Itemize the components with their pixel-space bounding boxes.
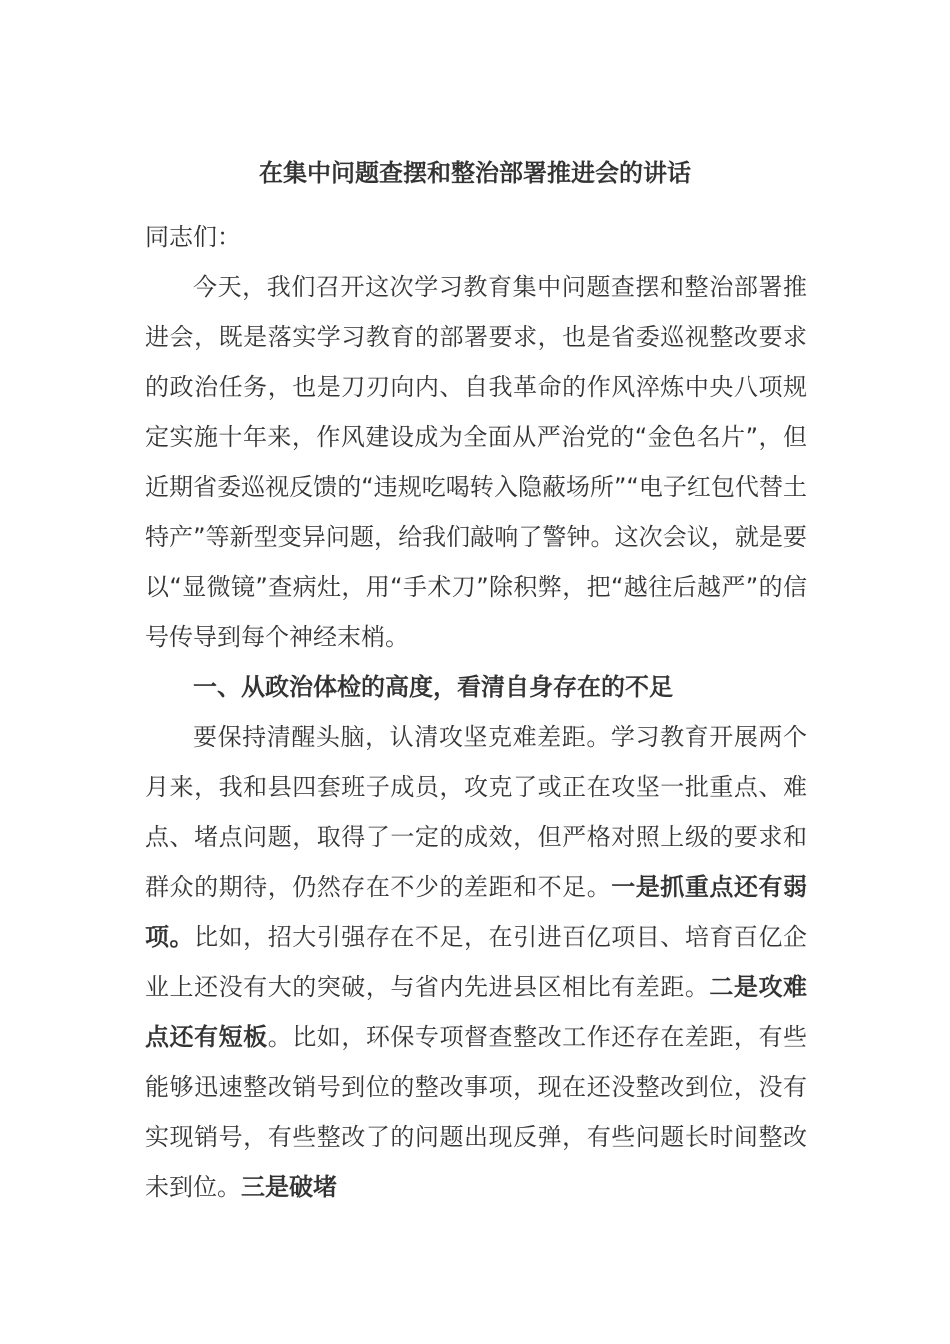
document-title: 在集中问题查摆和整治部署推进会的讲话: [259, 159, 691, 187]
bold-point-3: 三是破堵: [241, 1173, 337, 1201]
intro-paragraph: 今天，我们召开这次学习教育集中问题查摆和整治部署推进会，既是落实学习教育的部署要求，也是省委巡视整改要求的政治任务，也是刀刃向内、自我革命的作风淬炼中央八项规定实施十年来，作风建设成为全面从严治党的“金色名片”，但近期省委巡视反馈的“违规吃喝转入隐蔽场所”“电子红包代替土特产”等新型变异问题，给我们敲响了警钟。这次会议，就是要以“显微镜”查病灶，用“手术刀”除积弊，把“越往后越严”的信号传导到每个神经末梢。: [145, 273, 807, 651]
salutation: 同志们：: [145, 223, 241, 251]
section-heading-1: 一、从政治体检的高度，看清自身存在的不足: [193, 673, 673, 701]
document-body: [145, 212, 807, 1212]
paragraph-text: 要保持清醒头脑，认清攻坚克难差距。学习教育开展两个月来，我和县四套班子成员，攻克了或正在攻坚一批重点、难点、堵点问题，取得了一定的成效，但严格对照上级的要求和群众的期待，仍然存在不少的差距和不足。: [145, 723, 807, 901]
section-paragraph-1: [145, 712, 807, 1212]
paragraph-text: 比如，招大引强存在不足，在引进百亿项目、培育百亿企业上还没有大的突破，与省内先进县区相比有差距。: [145, 923, 807, 1001]
bold-point-1: 一是抓重点还有弱项。: [145, 873, 808, 951]
bold-point-2: 二是攻难点还有短板: [145, 973, 808, 1051]
paragraph-text: 。比如，环保专项督查整改工作还存在差距，有些能够迅速整改销号到位的整改事项，现在还没整改到位，没有实现销号，有些整改了的问题出现反弹，有些问题长时间整改未到位。: [145, 1023, 808, 1201]
